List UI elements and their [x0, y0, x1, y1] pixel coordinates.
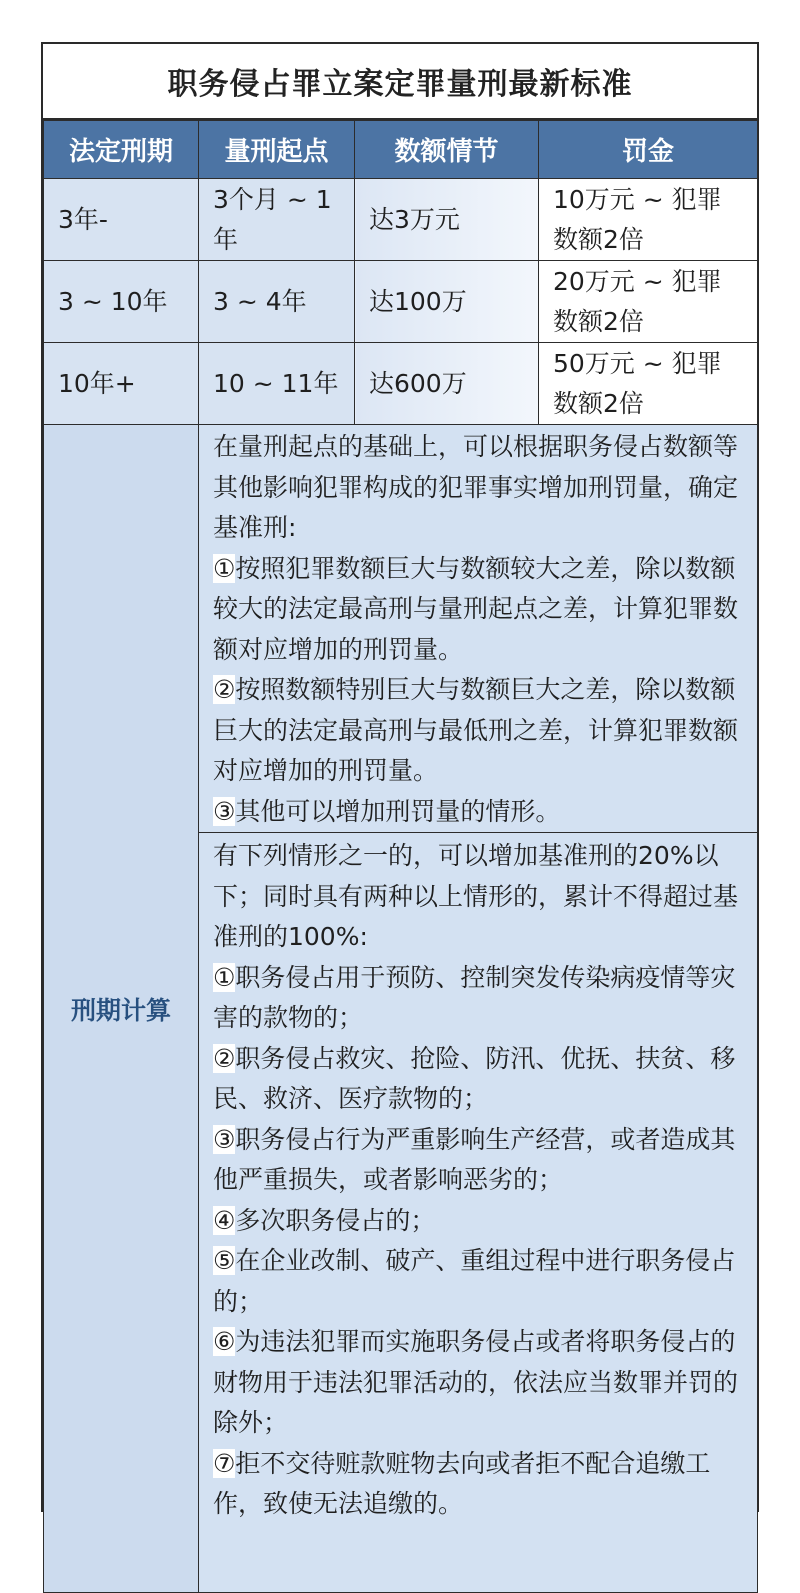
list-item — [213, 1241, 747, 1322]
header-start: 量刑起点 — [199, 121, 355, 179]
amount-cell: 达3万元 — [355, 179, 539, 261]
document-title: 职务侵占罪立案定罪量刑最新标准 — [43, 44, 757, 120]
term-cell: 3 ~ 10年 — [44, 261, 199, 343]
item-text: 按照数额特别巨大与数额巨大之差，除以数额巨大的法定最高刑与最低刑之差，计算犯罪数额对应增加的刑罚量。 — [213, 675, 739, 785]
table-row — [44, 343, 758, 425]
fine-cell: 50万元 ~ 犯罪数额2倍 — [539, 343, 758, 425]
item-number: ③ — [213, 1124, 236, 1154]
table-row — [44, 261, 758, 343]
item-text: 职务侵占行为严重影响生产经营，或者造成其他严重损失，或者影响恶劣的； — [213, 1124, 736, 1194]
base-intro: 在量刑起点的基础上，可以根据职务侵占数额等其他影响犯罪构成的犯罪事实增加刑罚量，确定基准刑: — [213, 432, 739, 542]
base-sentence-description — [199, 425, 758, 833]
item-number: ② — [213, 1043, 236, 1073]
list-item — [213, 958, 747, 1039]
header-amount: 数额情节 — [355, 121, 539, 179]
aggravating-description — [199, 833, 758, 1593]
item-text: 职务侵占救灾、抢险、防汛、优抚、扶贫、移民、救济、医疗款物的； — [213, 1043, 736, 1113]
item-number: ⑦ — [213, 1448, 236, 1478]
start-cell: 3个月 ~ 1年 — [199, 179, 355, 261]
amount-cell: 达100万 — [355, 261, 539, 343]
list-item — [213, 1201, 747, 1242]
item-number: ⑥ — [213, 1327, 236, 1356]
item-text: 多次职务侵占的； — [235, 1205, 436, 1235]
aggravating-intro: 有下列情形之一的，可以增加基准刑的20%以下；同时具有两种以上情形的，累计不得超过基准刑的100%: — [213, 841, 739, 951]
item-text: 为违法犯罪而实施职务侵占或者将职务侵占的财物用于违法犯罪活动的，依法应当数罪并罚的除外； — [213, 1327, 739, 1437]
list-item — [213, 792, 747, 833]
header-fine: 罚金 — [539, 121, 758, 179]
item-number: ① — [213, 553, 236, 583]
start-cell: 10 ~ 11年 — [199, 343, 355, 425]
fine-cell: 20万元 ~ 犯罪数额2倍 — [539, 261, 758, 343]
amount-cell: 达600万 — [355, 343, 539, 425]
item-number: ② — [213, 675, 236, 704]
term-cell: 10年+ — [44, 343, 199, 425]
list-item — [213, 549, 747, 671]
list-item — [213, 1039, 747, 1120]
item-number: ④ — [213, 1205, 236, 1235]
calc-label: 刑期计算 — [44, 425, 199, 1593]
item-text: 其他可以增加刑罚量的情形。 — [235, 796, 561, 826]
item-number: ⑤ — [213, 1246, 236, 1275]
list-item — [213, 1120, 747, 1201]
item-number: ① — [213, 962, 236, 992]
item-text: 职务侵占用于预防、控制突发传染病疫情等灾害的款物的； — [213, 962, 736, 1032]
fine-cell: 10万元 ~ 犯罪数额2倍 — [539, 179, 758, 261]
list-item — [213, 1444, 747, 1525]
item-text: 在企业改制、破产、重组过程中进行职务侵占的； — [213, 1246, 736, 1316]
term-cell: 3年- — [44, 179, 199, 261]
document-frame — [41, 42, 759, 1518]
item-text: 拒不交待赃款赃物去向或者拒不配合追缴工作，致使无法追缴的。 — [213, 1448, 711, 1518]
list-item — [213, 670, 747, 792]
calc-row-base — [44, 425, 758, 833]
table-row — [44, 179, 758, 261]
list-item — [213, 1322, 747, 1444]
sentencing-table — [43, 120, 758, 1593]
item-text: 按照犯罪数额巨大与数额较大之差，除以数额较大的法定最高刑与量刑起点之差，计算犯罪数额对应增加的刑罚量。 — [213, 553, 739, 664]
table-header-row — [44, 121, 758, 179]
header-term: 法定刑期 — [44, 121, 199, 179]
item-number: ③ — [213, 796, 236, 826]
start-cell: 3 ~ 4年 — [199, 261, 355, 343]
